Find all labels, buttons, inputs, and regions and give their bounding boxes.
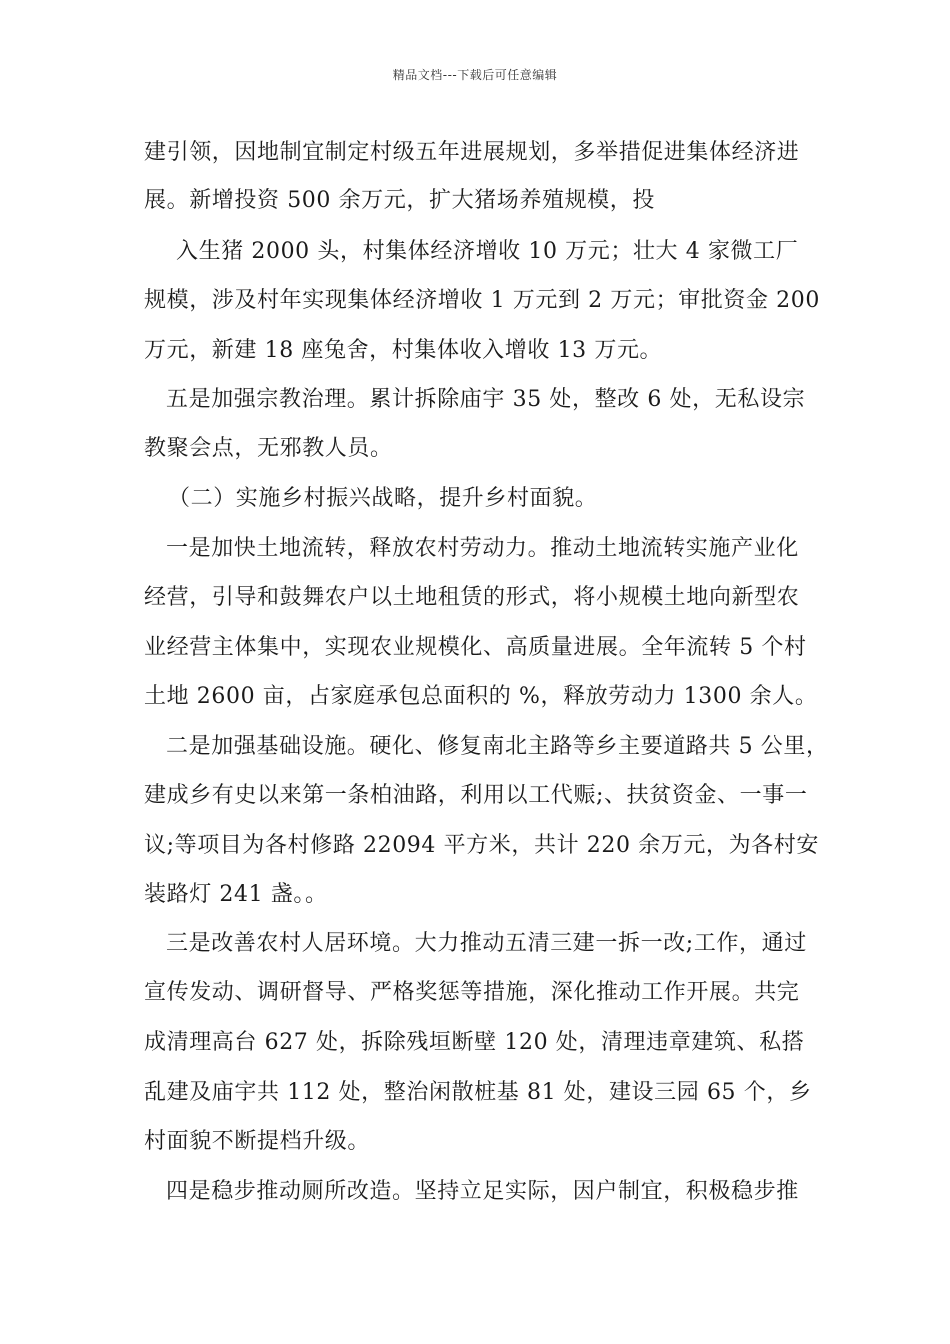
text-line: 业经营主体集中，实现农业规模化、高质量进展。全年流转 5 个村 (144, 635, 807, 660)
text-line: 装路灯 241 盏。。 (144, 882, 328, 907)
text-line: 三是改善农村人居环境。大力推动五清三建一拆一改;工作，通过 (166, 931, 807, 956)
text-line: 经营，引导和鼓舞农户以土地租赁的形式，将小规模土地向新型农 (144, 585, 800, 610)
text-line: 规模，涉及村年实现集体经济增收 1 万元到 2 万元；审批资金 200 (144, 288, 820, 313)
text-line: 土地 2600 亩，占家庭承包总面积的 %，释放劳动力 1300 余人。 (144, 684, 818, 709)
text-line: 宣传发动、调研督导、严格奖惩等措施，深化推动工作开展。共完 (144, 980, 800, 1005)
page-header: 精品文档---下载后可任意编辑 (392, 68, 558, 82)
text-line: 建引领，因地制宜制定村级五年进展规划，多举措促进集体经济进 (144, 140, 800, 165)
text-line: 五是加强宗教治理。累计拆除庙宇 35 处，整改 6 处，无私设宗 (166, 387, 806, 412)
text-line: 二是加强基础设施。硬化、修复南北主路等乡主要道路共 5 公里， (166, 734, 829, 759)
text-line: 入生猪 2000 头，村集体经济增收 10 万元；壮大 4 家微工厂 (176, 239, 799, 264)
text-line: 村面貌不断提档升级。 (144, 1129, 371, 1154)
text-line: 万元，新建 18 座兔舍，村集体收入增收 13 万元。 (144, 338, 663, 363)
text-line: 展。新增投资 500 余万元，扩大猪场养殖规模，投 (144, 188, 655, 213)
text-line: 乱建及庙宇共 112 处，整治闲散桩基 81 处，建设三园 65 个，乡 (144, 1080, 812, 1105)
text-line: 教聚会点，无邪教人员。 (144, 436, 393, 461)
text-line: 议;等项目为各村修路 22094 平方米，共计 220 余万元，为各村安 (144, 833, 819, 858)
text-line: 一是加快土地流转，释放农村劳动力。推动土地流转实施产业化 (166, 536, 799, 561)
text-line: （二）实施乡村振兴战略，提升乡村面貌。 (168, 486, 598, 511)
text-line: 成清理高台 627 处，拆除残垣断壁 120 处，清理违章建筑、私搭 (144, 1030, 805, 1055)
text-line: 建成乡有史以来第一条柏油路，利用以工代赈;、扶贫资金、一事一 (144, 783, 808, 808)
text-line: 四是稳步推动厕所改造。坚持立足实际，因户制宜，积极稳步推 (166, 1179, 799, 1204)
